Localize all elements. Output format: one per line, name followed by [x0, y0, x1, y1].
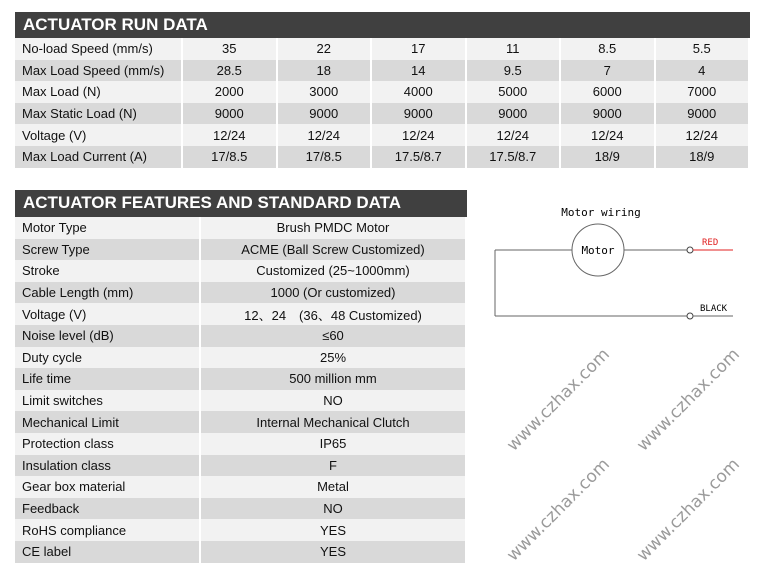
cell-value: 5000: [466, 81, 561, 103]
red-terminal: [687, 247, 693, 253]
cell-value: 9000: [655, 103, 750, 125]
row-label: CE label: [15, 541, 200, 563]
cell-value: ≤60: [200, 325, 466, 347]
row-label: Max Static Load (N): [15, 103, 182, 125]
row-label: Max Load Current (A): [15, 146, 182, 168]
cell-value: 18: [277, 60, 372, 82]
cell-value: 9000: [371, 103, 466, 125]
watermark: www.czhax.com: [502, 454, 614, 566]
cell-value: Customized (25~1000mm): [200, 260, 466, 282]
cell-value: 12/24: [371, 124, 466, 146]
cell-value: 4: [655, 60, 750, 82]
cell-value: 11: [466, 38, 561, 60]
cell-value: 35: [182, 38, 277, 60]
row-label: No-load Speed (mm/s): [15, 38, 182, 60]
features-header: ACTUATOR FEATURES AND STANDARD DATA: [15, 190, 467, 217]
watermark: www.czhax.com: [632, 454, 744, 566]
row-label: Cable Length (mm): [15, 282, 200, 304]
row-label: Insulation class: [15, 455, 200, 477]
cell-value: 4000: [371, 81, 466, 103]
cell-value: 12、24 (36、48 Customized): [200, 303, 466, 325]
cell-value: ACME (Ball Screw Customized): [200, 239, 466, 261]
row-label: Stroke: [15, 260, 200, 282]
cell-value: YES: [200, 541, 466, 563]
cell-value: 12/24: [655, 124, 750, 146]
row-label: Mechanical Limit: [15, 411, 200, 433]
motor-label: Motor: [581, 244, 615, 257]
row-label: Gear box material: [15, 476, 200, 498]
row-label: Voltage (V): [15, 303, 200, 325]
row-label: Protection class: [15, 433, 200, 455]
run-data-header: ACTUATOR RUN DATA: [15, 12, 750, 38]
black-terminal: [687, 313, 693, 319]
row-label: Life time: [15, 368, 200, 390]
row-label: Duty cycle: [15, 347, 200, 369]
row-label: Voltage (V): [15, 124, 182, 146]
row-label: Max Load (N): [15, 81, 182, 103]
cell-value: NO: [200, 498, 466, 520]
row-label: Noise level (dB): [15, 325, 200, 347]
cell-value: 9000: [277, 103, 372, 125]
row-label: Limit switches: [15, 390, 200, 412]
row-label: Screw Type: [15, 239, 200, 261]
cell-value: 3000: [277, 81, 372, 103]
cell-value: 8.5: [560, 38, 655, 60]
cell-value: 7000: [655, 81, 750, 103]
row-label: Motor Type: [15, 217, 200, 239]
cell-value: 25%: [200, 347, 466, 369]
cell-value: 17/8.5: [277, 146, 372, 168]
cell-value: 14: [371, 60, 466, 82]
cell-value: 28.5: [182, 60, 277, 82]
cell-value: 9.5: [466, 60, 561, 82]
cell-value: 12/24: [277, 124, 372, 146]
black-wire-label: BLACK: [700, 304, 728, 314]
cell-value: Internal Mechanical Clutch: [200, 411, 466, 433]
cell-value: 9000: [182, 103, 277, 125]
cell-value: 17.5/8.7: [371, 146, 466, 168]
cell-value: 18/9: [560, 146, 655, 168]
red-wire-label: RED: [702, 238, 719, 248]
cell-value: 12/24: [466, 124, 561, 146]
cell-value: 1000 (Or customized): [200, 282, 466, 304]
cell-value: 17: [371, 38, 466, 60]
wiring-title: Motor wiring: [561, 206, 641, 219]
cell-value: 9000: [560, 103, 655, 125]
watermark: www.czhax.com: [632, 344, 744, 456]
cell-value: 22: [277, 38, 372, 60]
cell-value: 9000: [466, 103, 561, 125]
cell-value: IP65: [200, 433, 466, 455]
cell-value: 12/24: [182, 124, 277, 146]
cell-value: 17/8.5: [182, 146, 277, 168]
cell-value: 6000: [560, 81, 655, 103]
cell-value: 12/24: [560, 124, 655, 146]
cell-value: F: [200, 455, 466, 477]
cell-value: YES: [200, 519, 466, 541]
cell-value: 17.5/8.7: [466, 146, 561, 168]
row-label: Max Load Speed (mm/s): [15, 60, 182, 82]
row-label: RoHS compliance: [15, 519, 200, 541]
cell-value: 7: [560, 60, 655, 82]
watermark: www.czhax.com: [502, 344, 614, 456]
cell-value: Brush PMDC Motor: [200, 217, 466, 239]
cell-value: 2000: [182, 81, 277, 103]
cell-value: NO: [200, 390, 466, 412]
cell-value: 18/9: [655, 146, 750, 168]
cell-value: Metal: [200, 476, 466, 498]
cell-value: 5.5: [655, 38, 750, 60]
cell-value: 500 million mm: [200, 368, 466, 390]
row-label: Feedback: [15, 498, 200, 520]
